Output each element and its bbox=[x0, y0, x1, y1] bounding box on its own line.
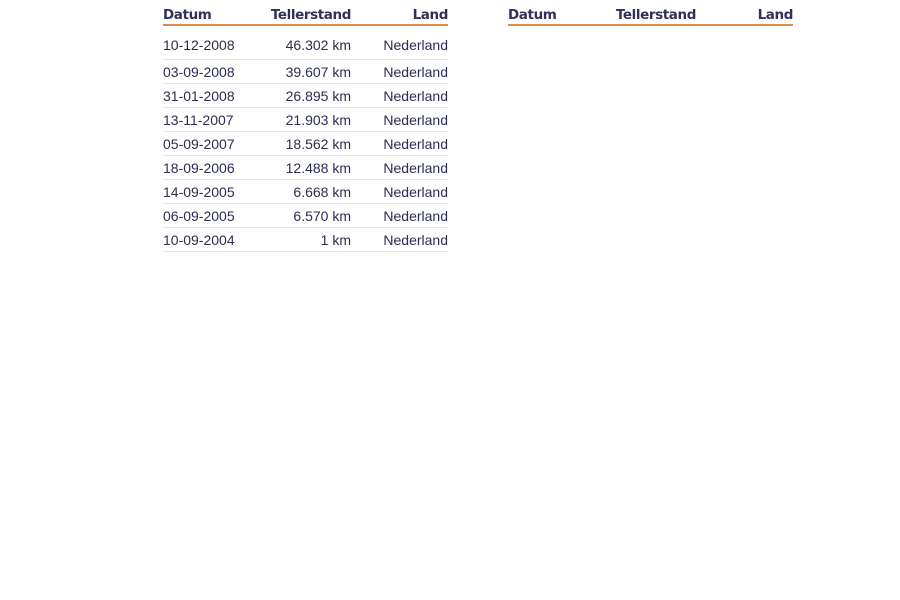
table-row bbox=[163, 180, 448, 204]
cell-tellerstand: 46.302 km bbox=[258, 25, 351, 60]
cell-tellerstand: 18.562 km bbox=[258, 132, 351, 156]
cell-land: Nederland bbox=[351, 108, 448, 132]
cell-datum: 13-11-2007 bbox=[163, 108, 258, 132]
column-header-tellerstand: Tellerstand bbox=[603, 6, 696, 25]
cell-datum: 10-12-2008 bbox=[163, 25, 258, 60]
cell-land: Nederland bbox=[351, 84, 448, 108]
cell-datum: 14-09-2005 bbox=[163, 180, 258, 204]
cell-datum: 10-09-2004 bbox=[163, 228, 258, 252]
table-row bbox=[163, 204, 448, 228]
table-row bbox=[163, 108, 448, 132]
cell-datum: 06-09-2005 bbox=[163, 204, 258, 228]
mileage-table-left bbox=[163, 6, 448, 252]
table-header-row bbox=[163, 6, 448, 25]
cell-land: Nederland bbox=[351, 204, 448, 228]
cell-tellerstand: 6.570 km bbox=[258, 204, 351, 228]
cell-land: Nederland bbox=[351, 156, 448, 180]
cell-land: Nederland bbox=[351, 60, 448, 84]
cell-tellerstand: 6.668 km bbox=[258, 180, 351, 204]
column-header-land: Land bbox=[351, 6, 448, 25]
column-header-tellerstand: Tellerstand bbox=[258, 6, 351, 25]
cell-datum: 03-09-2008 bbox=[163, 60, 258, 84]
table-row bbox=[163, 228, 448, 252]
column-header-land: Land bbox=[696, 6, 793, 25]
cell-tellerstand: 26.895 km bbox=[258, 84, 351, 108]
cell-tellerstand: 39.607 km bbox=[258, 60, 351, 84]
table-row bbox=[163, 60, 448, 84]
cell-land: Nederland bbox=[351, 25, 448, 60]
cell-tellerstand: 1 km bbox=[258, 228, 351, 252]
cell-datum: 05-09-2007 bbox=[163, 132, 258, 156]
cell-tellerstand: 21.903 km bbox=[258, 108, 351, 132]
cell-tellerstand: 12.488 km bbox=[258, 156, 351, 180]
table-row bbox=[163, 156, 448, 180]
table-row bbox=[163, 84, 448, 108]
cell-land: Nederland bbox=[351, 132, 448, 156]
cell-datum: 31-01-2008 bbox=[163, 84, 258, 108]
table-row bbox=[163, 132, 448, 156]
cell-datum: 18-09-2006 bbox=[163, 156, 258, 180]
table-row bbox=[163, 25, 448, 60]
column-header-datum: Datum bbox=[508, 6, 603, 25]
mileage-table-right bbox=[508, 6, 793, 26]
cell-land: Nederland bbox=[351, 228, 448, 252]
cell-land: Nederland bbox=[351, 180, 448, 204]
table-header-row bbox=[508, 6, 793, 25]
column-header-datum: Datum bbox=[163, 6, 258, 25]
